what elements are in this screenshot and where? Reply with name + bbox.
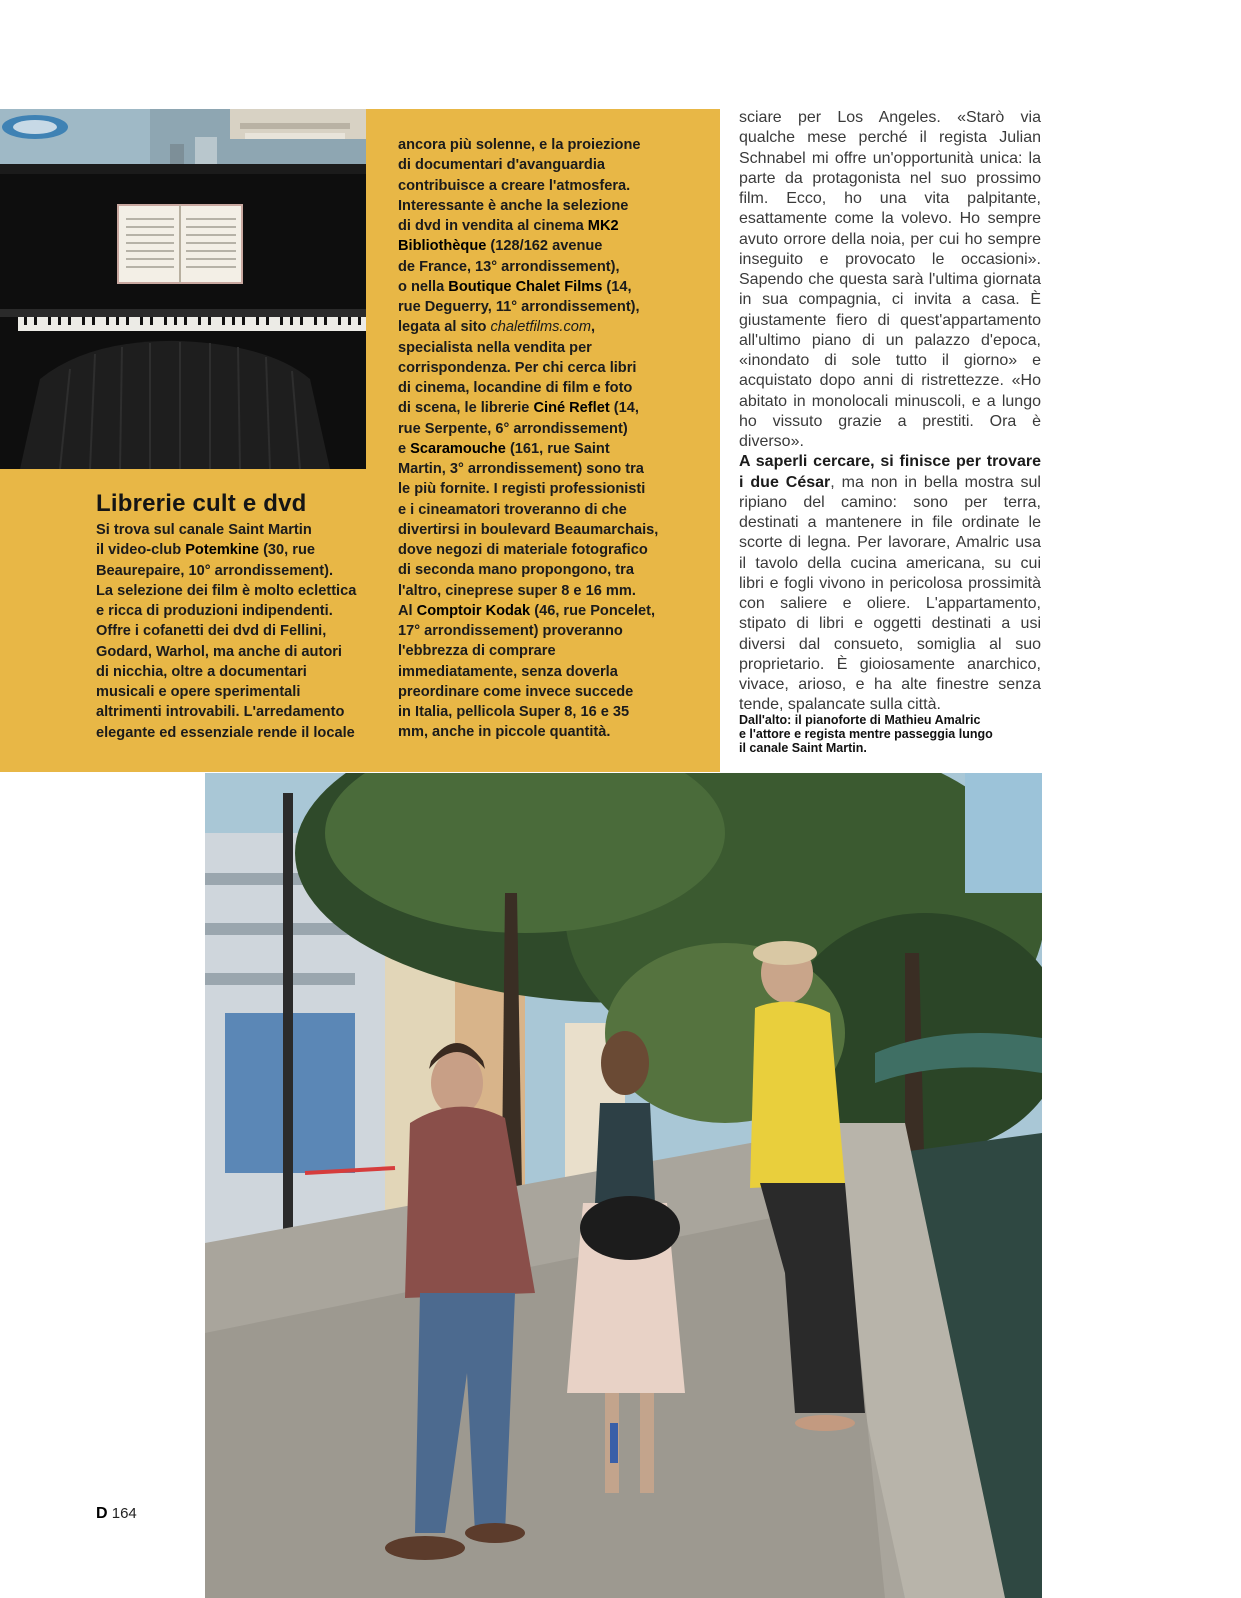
text-line: Godard, Warhol, ma anche di autori bbox=[96, 643, 342, 660]
text-line: il video-club Potemkine (30, rue bbox=[96, 542, 315, 559]
text-line: musicali e opere sperimentali bbox=[96, 684, 301, 700]
article-paragraph-lead: A saperli cercare, si finisce per trovare i due César bbox=[739, 453, 1041, 491]
text-line: di documentari d'avanguardia bbox=[398, 157, 606, 174]
article-paragraph-1: sciare per Los Angeles. «Starò via qualche mese perché il regista Julian Schnabel mi offre un'opportunità unica: la parte da protagonista nel suo prossimo film. Ecco, ho una vita palpitante, esattamente come la volevo. Ho sempre avuto orrore della noia, per cui ho sempre inseguito e provocato le occasioni». Sapendo che questa sarà l'ultima giornata in sua compagnia, ci invita a casa. È giustamente fiero di quest'appartamento all'ultimo piano di un palazzo d'epoca, «inondato di sole tutto il giorno» e acquistato dopo anni di ristrettezze. «Ho abitato in monolocali minuscoli, e a lungo ho vissuto grazie a prestiti. Ora è diverso». bbox=[739, 109, 1041, 450]
text-line: Al Comptoir Kodak (46, rue Poncelet, bbox=[398, 602, 656, 619]
text-line: legata al sito chaletfilms.com, bbox=[398, 319, 596, 336]
text-line: rue Deguerry, 11° arrondissement), bbox=[398, 299, 640, 315]
text-line: e Scaramouche (161, rue Saint bbox=[398, 440, 610, 457]
sidebar-column-1 bbox=[96, 520, 386, 743]
text-line: e ricca di produzioni indipendenti. bbox=[96, 603, 333, 619]
text-line: Interessante è anche la selezione bbox=[398, 197, 629, 214]
text-line: di scena, le librerie Ciné Reflet (14, bbox=[398, 400, 639, 417]
text-line: le più fornite. I registi professionisti bbox=[398, 481, 646, 498]
text-line: di nicchia, oltre a documentari bbox=[96, 663, 307, 680]
sidebar-column-2 bbox=[398, 135, 688, 743]
text-line: rue Serpente, 6° arrondissement) bbox=[398, 420, 628, 437]
text-line: La selezione dei film è molto eclettica bbox=[96, 582, 357, 599]
text-line: de France, 13° arrondissement), bbox=[398, 258, 620, 275]
caption-line: il canale Saint Martin. bbox=[739, 741, 867, 755]
caption-line: Dall'alto: il pianoforte di Mathieu Amalric bbox=[739, 713, 981, 727]
text-line: in Italia, pellicola Super 8, 16 e 35 bbox=[398, 704, 630, 720]
text-line: di cinema, locandine di film e foto bbox=[398, 380, 633, 396]
text-line: mm, anche in piccole quantità. bbox=[398, 724, 611, 741]
text-line: Offre i cofanetti dei dvd di Fellini, bbox=[96, 623, 327, 640]
text-line: o nella Boutique Chalet Films (14, bbox=[398, 278, 632, 295]
text-line: Beaurepaire, 10° arrondissement). bbox=[96, 562, 333, 579]
page-number: 164 bbox=[111, 1505, 137, 1522]
caption-line: e l'attore e regista mentre passeggia lungo bbox=[739, 727, 993, 741]
text-line: 17° arrondissement) proveranno bbox=[398, 623, 623, 639]
text-line: ancora più solenne, e la proiezione bbox=[398, 137, 641, 153]
photo-caption bbox=[739, 713, 1044, 755]
text-line: elegante ed essenziale rende il locale bbox=[96, 724, 355, 741]
text-line: immediatamente, senza doverla bbox=[398, 663, 618, 680]
magazine-letter: D bbox=[96, 1505, 108, 1522]
text-line: altrimenti introvabili. L'arredamento bbox=[96, 704, 345, 721]
text-line: di seconda mano propongono, tra bbox=[398, 562, 634, 579]
text-line: l'altro, cineprese super 8 e 16 mm. bbox=[398, 582, 636, 599]
text-line: l'ebbrezza di comprare bbox=[398, 643, 556, 660]
sidebar-heading: Librerie cult e dvd bbox=[96, 490, 307, 517]
text-line: preordinare come invece succede bbox=[398, 683, 634, 700]
canal-walk-photo bbox=[205, 773, 1042, 1598]
piano-photo bbox=[0, 109, 366, 469]
text-line: corrispondenza. Per chi cerca libri bbox=[398, 359, 637, 376]
article-column bbox=[739, 108, 1041, 716]
text-line: e i cineamatori troveranno di che bbox=[398, 501, 627, 518]
text-line: divertirsi in boulevard Beaumarchais, bbox=[398, 521, 659, 538]
text-line: contribuisce a creare l'atmosfera. bbox=[398, 177, 631, 194]
article-paragraph-2: A saperli cercare, si finisce per trovare i due César, ma non in bella mostra sul ripiano del camino: sono per terra, destinati a mantenere in file ordinate le scorte di legna. Per lavorare, Amalric usa il tavolo della cucina americana, su cui libri e fogli vivono in pericolosa prossimità con saliere e oliere. L'appartamento, stipato di libri e oggetti destinati a usi diversi dal consueto, somiglia al suo proprietario. È gioiosamente anarchico, vivace, arioso, e ha alte finestre senza tende, spalancate sulla città. bbox=[739, 453, 1041, 714]
text-line: Si trova sul canale Saint Martin bbox=[96, 522, 312, 538]
text-line: specialista nella vendita per bbox=[398, 339, 592, 356]
text-line: di dvd in vendita al cinema MK2 bbox=[398, 218, 619, 234]
text-line: Martin, 3° arrondissement) sono tra bbox=[398, 461, 644, 477]
text-line: Bibliothèque (128/162 avenue bbox=[398, 238, 603, 255]
text-line: dove negozi di materiale fotografico bbox=[398, 542, 648, 558]
page-folio bbox=[96, 1505, 137, 1523]
